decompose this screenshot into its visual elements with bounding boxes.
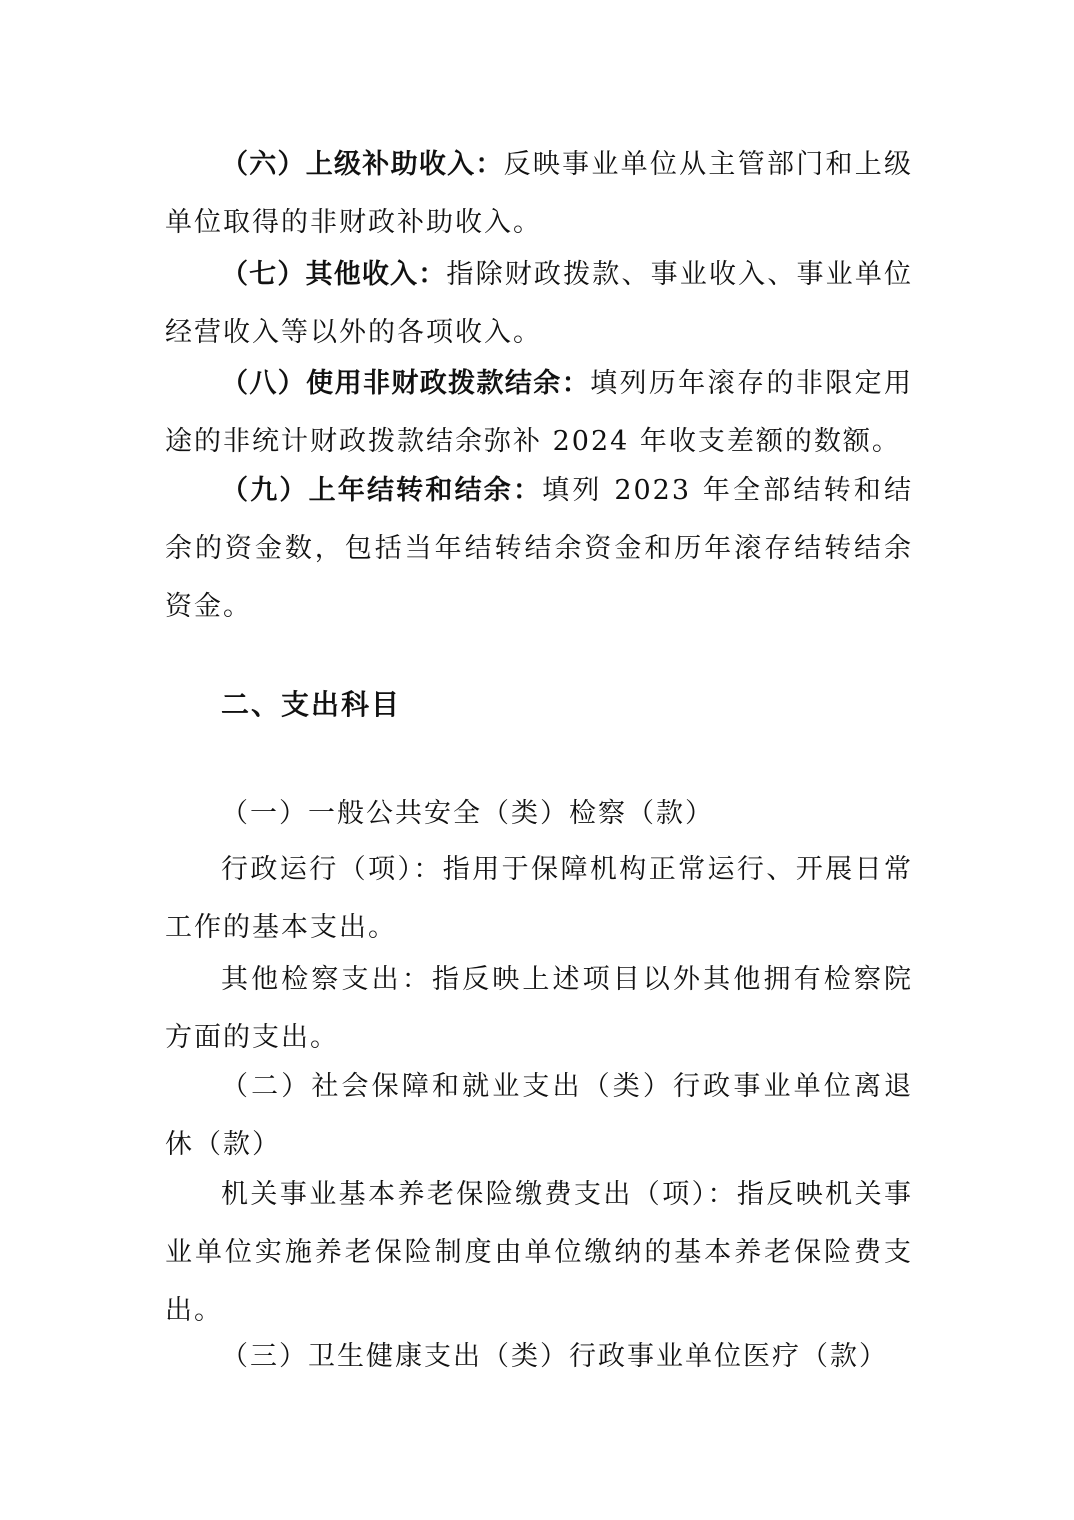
- paragraph-prior-year-carryover: [165, 462, 913, 636]
- paragraph-body: 反映事业单位从主管部门和上级单位取得的非财政补助收入。: [165, 149, 914, 238]
- category-public-security: （一）一般公共安全（类）检察（款）: [221, 798, 714, 829]
- paragraph-non-fiscal-balance: [165, 355, 913, 471]
- paragraph-body: 填列 2023 年全部结转和结余的资金数，包括当年结转结余资金和历年滚存结转结余资金。: [165, 475, 913, 622]
- paragraph-body: 填列历年滚存的非限定用途的非统计财政拨款结余弥补 2024 年收支差额的数额。: [165, 368, 914, 457]
- paragraph-lead: （九）上年结转和结余：: [221, 475, 543, 506]
- item-basic-pension-contribution: 机关事业基本养老保险缴费支出（项）：指反映机关事业单位实施养老保险制度由单位缴纳的基本养老保险费支出。: [165, 1179, 913, 1326]
- paragraph-lead: （六）上级补助收入：: [221, 149, 504, 180]
- paragraph-body: 指除财政拨款、事业收入、事业单位经营收入等以外的各项收入。: [165, 259, 914, 348]
- paragraph-other-income: [165, 246, 913, 362]
- item-administrative-operation: 行政运行（项）：指用于保障机构正常运行、开展日常工作的基本支出。: [165, 854, 913, 943]
- paragraph-lead: （八）使用非财政拨款结余：: [221, 368, 591, 399]
- category-social-security: （二）社会保障和就业支出（类）行政事业单位离退休（款）: [165, 1071, 913, 1160]
- item-other-procuratorial: 其他检察支出：指反映上述项目以外其他拥有检察院方面的支出。: [165, 964, 913, 1053]
- paragraph-superior-subsidy-income: [165, 136, 913, 252]
- paragraph-lead: （七）其他收入：: [221, 259, 447, 290]
- category-health: （三）卫生健康支出（类）行政事业单位医疗（款）: [221, 1341, 888, 1372]
- section-heading-expenditure: 二、支出科目: [221, 688, 402, 721]
